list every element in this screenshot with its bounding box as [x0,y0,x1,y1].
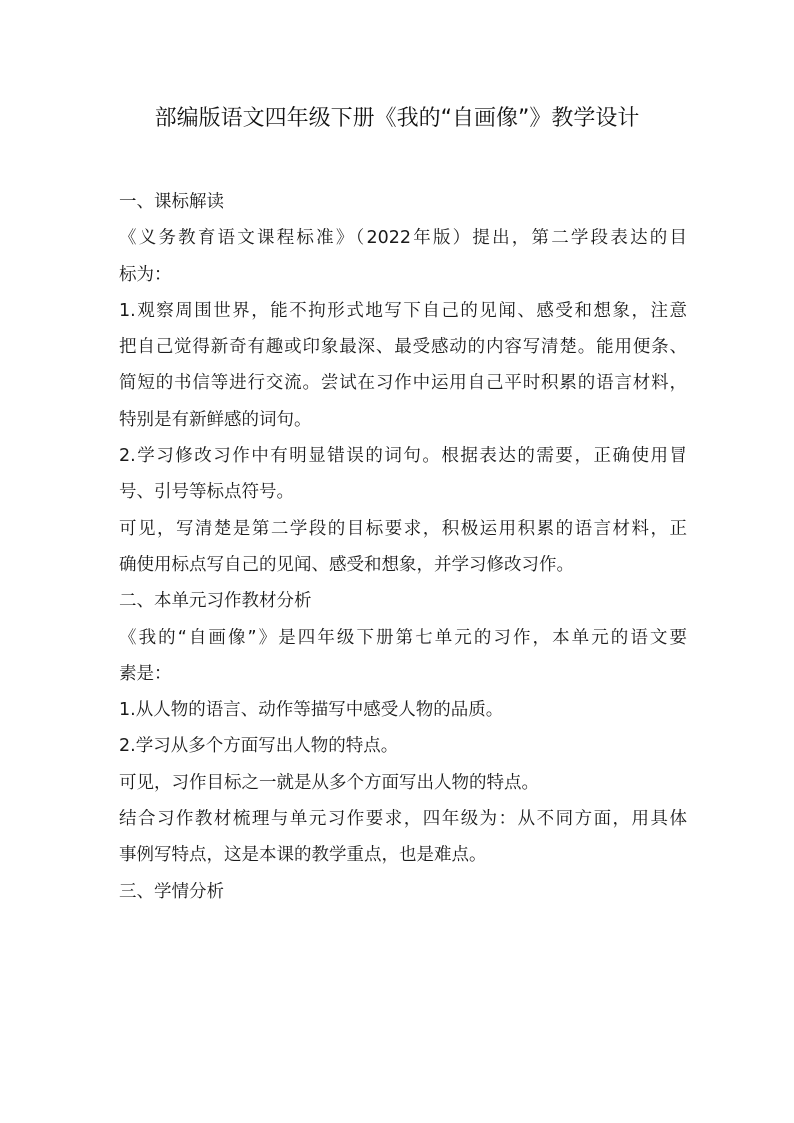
paragraph-line: 可见，习作目标之一就是从多个方面写出人物的特点。 [119,772,539,793]
paragraph-line: 2.学习修改习作中有明显错误的词句。根据表达的需要，正确使用冒 [119,446,687,467]
paragraph-line: 标为： [119,264,172,285]
paragraph-line: 1.观察周围世界，能不拘形式地写下自己的见闻、感受和想象，注意 [119,300,687,321]
document-body [119,184,687,910]
paragraph-line: 《义务教育语文课程标准》（2022年版）提出，第二学段表达的目 [119,228,687,249]
paragraph-line: 可见，写清楚是第二学段的目标要求，积极运用积累的语言材料，正 [119,518,687,539]
paragraph-line: 素是： [119,663,172,684]
paragraph-line: 《我的“自画像”》是四年级下册第七单元的习作，本单元的语文要 [119,627,687,648]
section-heading-1: 一、课标解读 [119,192,224,212]
paragraph-line: 把自己觉得新奇有趣或印象最深、最受感动的内容写清楚。能用便条、 [119,337,687,358]
paragraph-line: 2.学习从多个方面写出人物的特点。 [119,736,399,757]
document-title: 部编版语文四年级下册《我的“自画像”》教学设计 [154,106,640,131]
paragraph-line: 结合习作教材梳理与单元习作要求，四年级为：从不同方面，用具体 [119,809,687,830]
section-heading-3: 三、学情分析 [119,881,224,902]
paragraph-line: 特别是有新鲜感的词句。 [119,409,312,430]
paragraph-line: 简短的书信等进行交流。尝试在习作中运用自己平时积累的语言材料， [119,373,687,394]
paragraph-line: 确使用标点写自己的见闻、感受和想象，并学习修改习作。 [119,554,574,575]
section-heading-2: 二、本单元习作教材分析 [119,591,312,612]
paragraph-line: 1.从人物的语言、动作等描写中感受人物的品质。 [119,700,504,721]
paragraph-line: 号、引号等标点符号。 [119,482,294,503]
paragraph-line: 事例写特点，这是本课的教学重点，也是难点。 [119,845,487,866]
